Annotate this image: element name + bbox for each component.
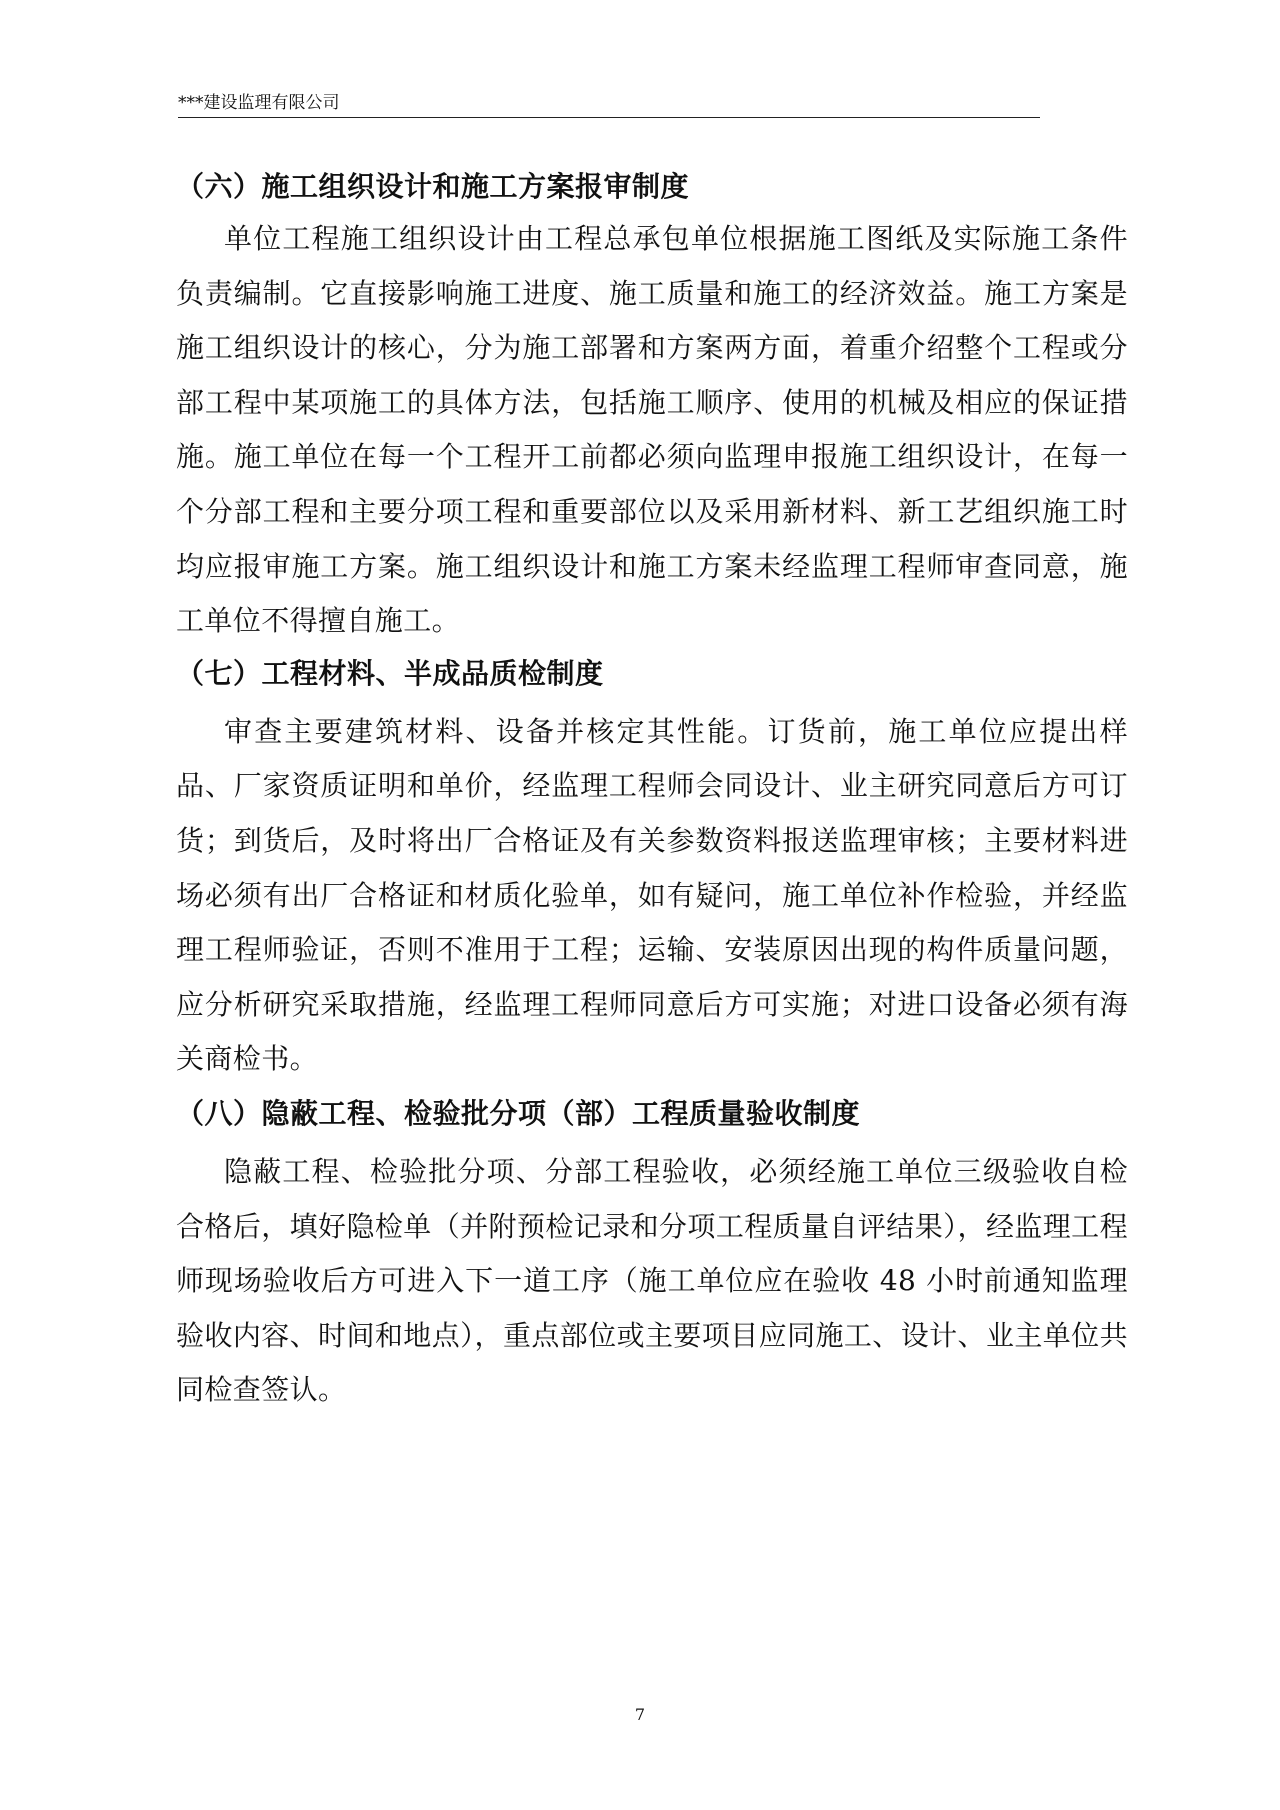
section-paragraph-6: 单位工程施工组织设计由工程总承包单位根据施工图纸及实际施工条件负责编制。它直接影响施工进度、施工质量和施工的经济效益。施工方案是施工组织设计的核心，分为施工部署和方案两方面，着重介绍整个工程或分部工程中某项施工的具体方法，包括施工顺序、使用的机械及相应的保证措施。施工单位在每一个工程开工前都必须向监理申报施工组织设计，在每一个分部工程和主要分项工程和重要部位以及采用新材料、新工艺组织施工时均应报审施工方案。施工组织设计和施工方案未经监理工程师审查同意，施工单位不得擅自施工。 (176, 222, 1128, 638)
section-heading-7: （七）工程材料、半成品质检制度 (176, 656, 604, 690)
section-paragraph-7: 审查主要建筑材料、设备并核定其性能。订货前，施工单位应提出样品、厂家资质证明和单价，经监理工程师会同设计、业主研究同意后方可订货；到货后，及时将出厂合格证及有关参数资料报送监理审核；主要材料进场必须有出厂合格证和材质化验单，如有疑问，施工单位补作检验，并经监理工程师验证，否则不准用于工程；运输、安装原因出现的构件质量问题，应分析研究采取措施，经监理工程师同意后方可实施；对进口设备必须有海关商检书。 (176, 714, 1128, 1076)
section-heading-6: （六）施工组织设计和施工方案报审制度 (176, 170, 690, 203)
section-heading-8: （八）隐蔽工程、检验批分项（部）工程质量验收制度 (176, 1096, 861, 1130)
company-name: ***建设监理有限公司 (178, 93, 340, 113)
page-header (178, 92, 1040, 118)
section-paragraph-8: 隐蔽工程、检验批分项、分部工程验收，必须经施工单位三级验收自检合格后，填好隐检单（并附预检记录和分项工程质量自评结果），经监理工程师现场验收后方可进入下一道工序（施工单位应在验收 48 小时前通知监理验收内容、时间和地点），重点部位或主要项目应同施工、设计、业主单位共同检查签认。 (176, 1154, 1128, 1407)
document-body (176, 168, 1128, 1418)
page-number: 7 (634, 1705, 646, 1724)
